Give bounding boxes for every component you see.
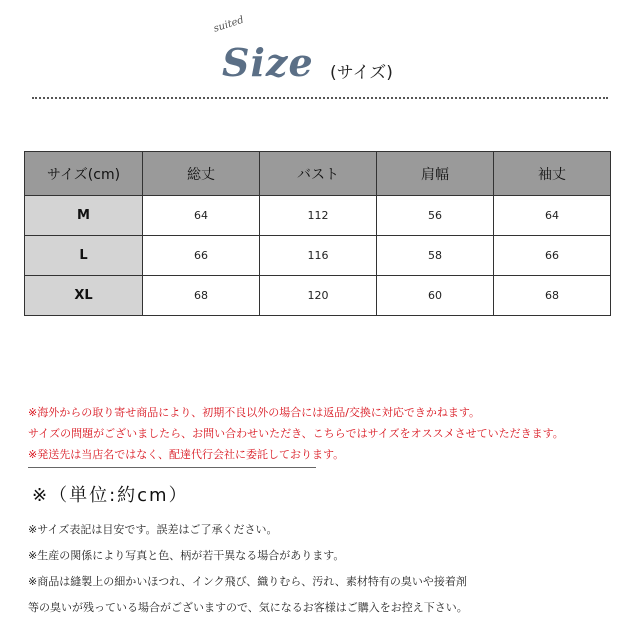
notice-line: ※生産の関係により写真と色、柄が若干異なる場合があります。 [28, 549, 345, 562]
row-size-label: M [25, 196, 143, 236]
table-cell: 66 [143, 236, 260, 276]
table-row [25, 196, 611, 236]
unit-heading: ※（単位:約cm） [32, 485, 189, 506]
table-cell: 56 [377, 196, 494, 236]
row-size-label: L [25, 236, 143, 276]
black-notice-block [28, 517, 628, 621]
table-cell: 116 [260, 236, 377, 276]
suited-script-text: suited [212, 14, 246, 35]
table-cell: 112 [260, 196, 377, 236]
table-cell: 64 [494, 196, 611, 236]
size-table [24, 151, 611, 316]
page-subtitle: (サイズ) [330, 63, 393, 83]
notice-line: ※商品は縫製上の細かいほつれ、インク飛び、織りむら、汚れ、素材特有の臭いや接着剤 [28, 575, 467, 588]
column-header-size: サイズ(cm) [25, 152, 143, 196]
column-header-bust: バスト [260, 152, 377, 196]
notice-line: 等の臭いが残っている場合がございますので、気になるお客様はご購入をお控え下さい。 [28, 601, 468, 614]
notice-line: ※発送先は当店名ではなく、配達代行会社に委託しております。 [28, 448, 345, 461]
notice-divider [28, 467, 316, 468]
dotted-divider [32, 97, 608, 99]
table-cell: 120 [260, 276, 377, 316]
table-cell: 58 [377, 236, 494, 276]
red-notice-block [28, 402, 618, 465]
table-cell: 60 [377, 276, 494, 316]
column-header-sleeve: 袖丈 [494, 152, 611, 196]
table-row [25, 236, 611, 276]
table-cell: 66 [494, 236, 611, 276]
table-cell: 68 [494, 276, 611, 316]
page-title: Size [222, 40, 314, 85]
column-header-shoulder: 肩幅 [377, 152, 494, 196]
table-row [25, 276, 611, 316]
notice-line: ※海外からの取り寄せ商品により、初期不良以外の場合には返品/交換に対応できかねます。 [28, 406, 481, 419]
page-header [0, 0, 640, 100]
notice-line: ※サイズ表記は目安です。誤差はご了承ください。 [28, 523, 278, 536]
table-cell: 64 [143, 196, 260, 236]
notice-line: サイズの問題がございましたら、お問い合わせいただき、こちらではサイズをオススメさせていただきます。 [28, 427, 564, 440]
row-size-label: XL [25, 276, 143, 316]
table-cell: 68 [143, 276, 260, 316]
table-header-row [25, 152, 611, 196]
column-header-length: 総丈 [143, 152, 260, 196]
